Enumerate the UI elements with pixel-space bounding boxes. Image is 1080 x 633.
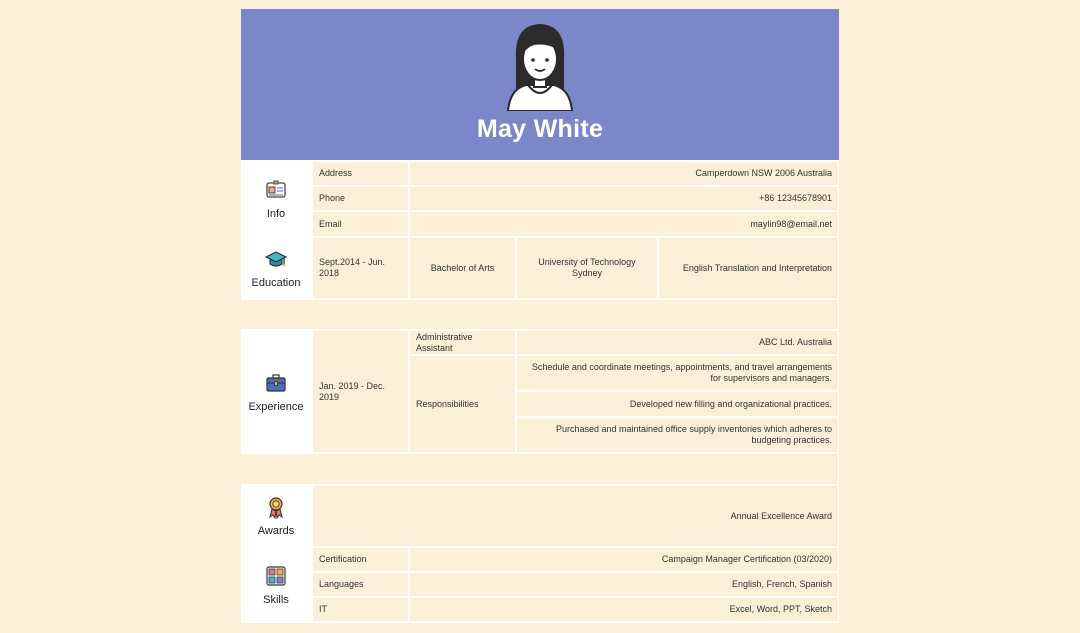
award-item: Annual Excellence Award — [313, 486, 838, 546]
languages-value: English, French, Spanish — [410, 573, 838, 596]
section-label-awards: Awards — [257, 525, 295, 537]
resume-sheet — [241, 9, 839, 623]
certification-value: Campaign Manager Certification (03/2020) — [410, 548, 838, 571]
candidate-name: May White — [476, 115, 604, 143]
section-skills — [241, 548, 311, 621]
languages-label: Languages — [313, 573, 408, 596]
it-value: Excel, Word, PPT, Sketch — [410, 598, 838, 621]
section-label-education: Education — [251, 277, 301, 289]
email-value: maylin98@email.net — [410, 212, 838, 236]
section-divider — [241, 300, 838, 329]
section-label-experience: Experience — [248, 400, 304, 413]
education-dates: Sept.2014 - Jun. 2018 — [313, 238, 408, 298]
responsibilities-label: Responsibilities — [410, 356, 515, 452]
experience-company: ABC Ltd. Australia — [517, 331, 838, 354]
avatar-icon — [506, 19, 574, 111]
address-label: Address — [313, 162, 408, 185]
section-awards — [241, 486, 311, 546]
responsibility-item: Developed new filling and organizational practices. — [517, 392, 838, 416]
section-label-info: Info — [266, 208, 286, 220]
skills-grid-icon — [264, 564, 288, 588]
email-label: Email — [313, 212, 408, 236]
experience-dates: Jan. 2019 - Dec. 2019 — [313, 331, 408, 452]
briefcase-icon — [264, 371, 288, 395]
id-card-icon — [264, 178, 288, 202]
resume-header — [241, 9, 839, 160]
responsibility-item: Purchased and maintained office supply inventories which adheres to budgeting practices. — [517, 418, 838, 452]
section-education — [241, 238, 311, 298]
phone-value: +86 12345678901 — [410, 187, 838, 210]
education-major: English Translation and Interpretation — [659, 238, 838, 298]
phone-label: Phone — [313, 187, 408, 210]
graduation-cap-icon — [264, 247, 288, 271]
medal-icon — [264, 495, 288, 519]
experience-title: Administrative Assistant — [410, 331, 515, 354]
it-label: IT — [313, 598, 408, 621]
section-divider — [241, 454, 838, 484]
section-label-skills: Skills — [263, 593, 289, 606]
section-info — [241, 162, 311, 236]
education-school: University of Technology Sydney — [517, 238, 657, 298]
education-degree: Bachelor of Arts — [410, 238, 515, 298]
address-value: Camperdown NSW 2006 Australia — [410, 162, 838, 185]
certification-label: Certification — [313, 548, 408, 571]
section-experience — [241, 331, 311, 452]
responsibility-item: Schedule and coordinate meetings, appointments, and travel arrangements for supervisors and managers. — [517, 356, 838, 390]
